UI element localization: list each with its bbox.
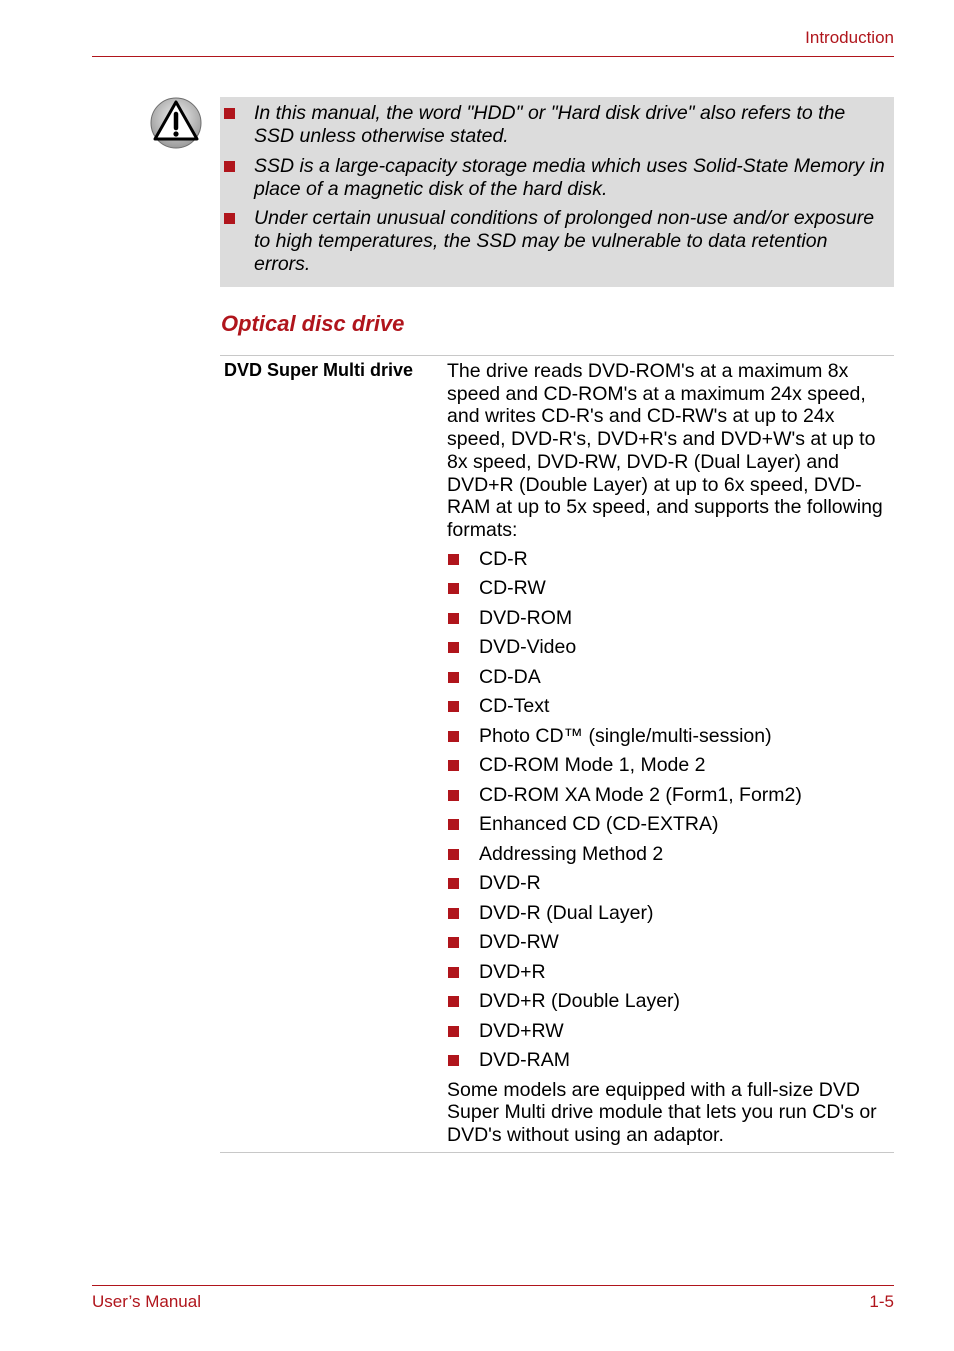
bullet-icon (448, 849, 459, 860)
header-title: Introduction (805, 28, 894, 47)
spec-label: DVD Super Multi drive (224, 360, 414, 380)
format-label: Photo CD™ (single/multi-session) (479, 724, 772, 747)
bullet-icon (448, 642, 459, 653)
footer-manual-title: User’s Manual (92, 1292, 201, 1311)
format-list-item (447, 666, 892, 696)
format-list-item (447, 931, 892, 961)
format-list-item (447, 902, 892, 932)
page-footer (92, 1285, 894, 1311)
format-list-item (447, 636, 892, 666)
format-list-item (447, 872, 892, 902)
warning-icon (150, 97, 202, 149)
bullet-icon (448, 967, 459, 978)
bullet-icon (448, 554, 459, 565)
format-label: DVD+RW (479, 1019, 564, 1042)
spec-footer-text: Some models are equipped with a full-size DVD Super Multi drive module that lets you run CD's or DVD's without using an adaptor. (447, 1078, 877, 1147)
bullet-icon (448, 613, 459, 624)
note-box (220, 97, 894, 287)
format-label: DVD-R (479, 872, 541, 895)
spec-description: The drive reads DVD-ROM's at a maximum 8x speed and CD-ROM's at a maximum 24x speed, and writes CD-R's and CD-RW's at up to 24x speed, DVD-R's, DVD+R's and DVD+W's at up to 8x speed, DVD-RW, DVD-R (Dual Layer) and DVD+R (Double Layer) at up to 6x speed, DVD-RAM at up to 5x speed, and supports the following formats: (447, 360, 883, 541)
format-label: DVD-RW (479, 931, 559, 954)
format-list-item (447, 961, 892, 991)
note-text: SSD is a large-capacity storage media which uses Solid-State Memory in place of a magnetic disk of the hard disk. (254, 155, 885, 200)
format-label: CD-R (479, 547, 528, 570)
format-label: DVD-ROM (479, 606, 573, 629)
format-label: DVD+R (Double Layer) (479, 990, 681, 1013)
format-list-item (447, 1049, 892, 1079)
format-label: Addressing Method 2 (479, 842, 664, 865)
bullet-icon (448, 701, 459, 712)
format-list-item (447, 607, 892, 637)
format-label: DVD-Video (479, 636, 577, 659)
page-number: 1-5 (869, 1292, 894, 1311)
spec-table (220, 355, 894, 1153)
bullet-icon (448, 1026, 459, 1037)
bullet-icon (448, 908, 459, 919)
page-header (92, 26, 894, 57)
bullet-icon (448, 1055, 459, 1066)
format-label: CD-DA (479, 665, 541, 688)
bullet-icon (448, 996, 459, 1007)
format-list-item (447, 784, 892, 814)
format-list-item (447, 843, 892, 873)
format-label: CD-ROM XA Mode 2 (Form1, Form2) (479, 783, 802, 806)
bullet-icon (448, 760, 459, 771)
bullet-icon (448, 878, 459, 889)
format-label: Enhanced CD (CD-EXTRA) (479, 813, 719, 836)
bullet-icon (448, 937, 459, 948)
format-list (447, 548, 892, 1079)
format-list-item (447, 754, 892, 784)
format-list-item (447, 990, 892, 1020)
bullet-icon (448, 819, 459, 830)
format-label: CD-Text (479, 695, 550, 718)
spec-content (447, 360, 892, 1147)
bullet-icon (224, 108, 235, 119)
bullet-icon (448, 790, 459, 801)
note-text: Under certain unusual conditions of prolonged non-use and/or exposure to high temperatures, the SSD may be vulnerable to data retention errors. (254, 207, 875, 275)
note-text: In this manual, the word "HDD" or "Hard disk drive" also refers to the SSD unless otherwise stated. (254, 102, 846, 147)
format-list-item (447, 813, 892, 843)
format-list-item (447, 695, 892, 725)
bullet-icon (448, 583, 459, 594)
bullet-icon (448, 672, 459, 683)
bullet-icon (224, 213, 235, 224)
format-list-item (447, 548, 892, 578)
bullet-icon (448, 731, 459, 742)
section-title: Optical disc drive (221, 311, 405, 336)
format-list-item (447, 577, 892, 607)
format-label: CD-ROM Mode 1, Mode 2 (479, 754, 706, 777)
format-label: DVD-R (Dual Layer) (479, 901, 654, 924)
format-list-item (447, 1020, 892, 1050)
format-label: DVD+R (479, 960, 546, 983)
bullet-icon (224, 161, 235, 172)
format-label: CD-RW (479, 577, 546, 600)
format-label: DVD-RAM (479, 1049, 570, 1072)
format-list-item (447, 725, 892, 755)
